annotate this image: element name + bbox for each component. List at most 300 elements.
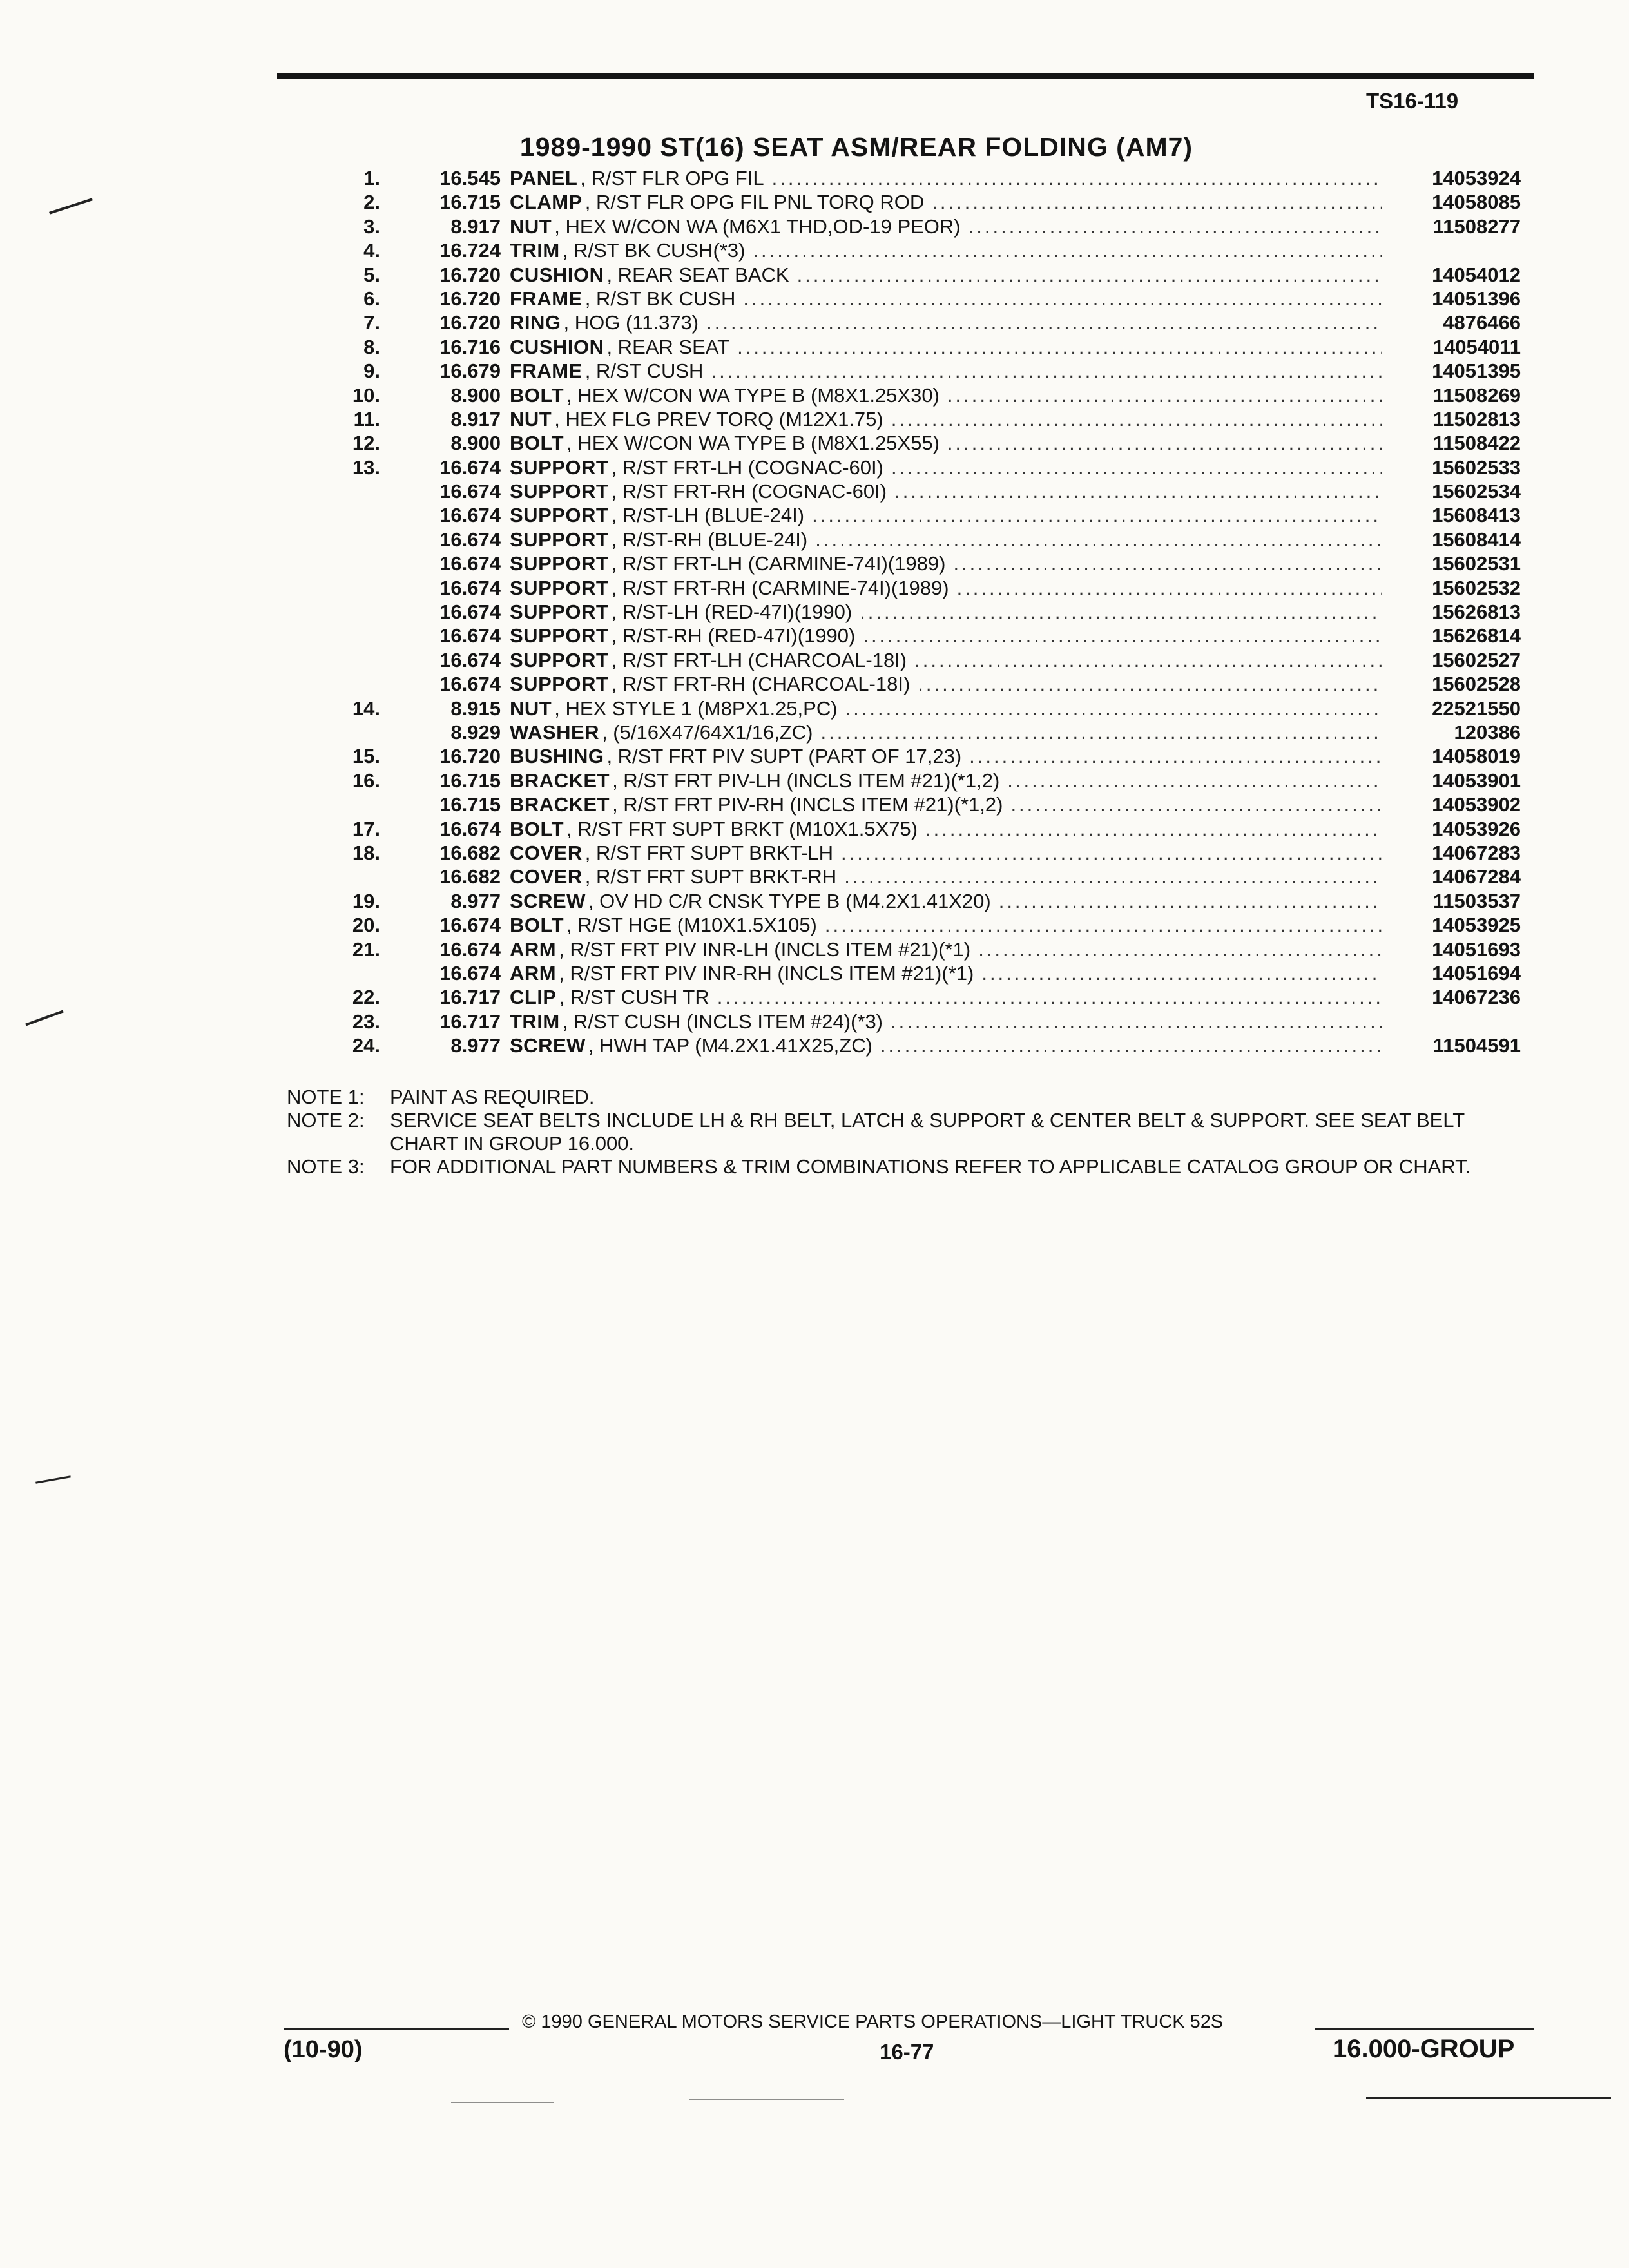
item-number: 17. <box>352 817 380 840</box>
part-description <box>510 889 1392 913</box>
part-spec: , R/ST-RH (RED-47I)(1990) <box>611 624 856 648</box>
part-number: 15602527 <box>1432 648 1521 671</box>
item-number: 5. <box>363 263 380 286</box>
part-row <box>309 720 1521 744</box>
part-spec: , R/ST CUSH TR <box>559 986 709 1009</box>
part-spec: , R/ST-LH (RED-47I)(1990) <box>611 601 853 624</box>
group-number: 16.674 <box>439 817 501 840</box>
part-spec: , R/ST FRT PIV INR-RH (INCLS ITEM #21)(*1) <box>559 961 974 985</box>
part-spec: , R/ST FRT SUPT BRKT-RH <box>584 865 837 889</box>
part-description <box>510 190 1392 214</box>
part-spec: , R/ST FRT-LH (COGNAC-60I) <box>611 456 883 479</box>
part-description <box>510 1010 1392 1033</box>
part-number: 14053901 <box>1432 769 1521 792</box>
parts-list <box>309 166 1521 1057</box>
part-noun: SUPPORT <box>510 480 609 503</box>
item-number: 10. <box>352 383 380 407</box>
part-spec: , HEX W/CON WA (M6X1 THD,OD-19 PEOR) <box>554 215 961 238</box>
part-number: 14051693 <box>1432 937 1521 961</box>
part-description <box>510 503 1392 527</box>
part-row <box>309 503 1521 527</box>
part-row <box>309 1033 1521 1057</box>
leader-dots <box>999 889 1382 913</box>
leader-dots <box>932 190 1382 214</box>
part-description <box>510 793 1392 816</box>
group-number: 16.674 <box>439 601 501 624</box>
part-number: 14053926 <box>1432 817 1521 840</box>
part-spec: , HEX W/CON WA TYPE B (M8X1.25X55) <box>566 432 940 455</box>
part-description <box>510 383 1392 407</box>
part-description <box>510 817 1392 841</box>
leader-dots <box>894 479 1382 503</box>
part-description <box>510 1033 1392 1057</box>
leader-dots <box>981 961 1382 985</box>
footer-rule-right <box>1315 2028 1534 2030</box>
leader-dots <box>737 335 1382 359</box>
part-row <box>309 166 1521 190</box>
part-row <box>309 238 1521 262</box>
part-row <box>309 841 1521 865</box>
leader-dots <box>947 383 1382 407</box>
part-number: 14051694 <box>1432 961 1521 985</box>
note-text: SERVICE SEAT BELTS INCLUDE LH & RH BELT, LATCH & SUPPORT & CENTER BELT & SUPPORT. SEE SEAT BELT CHART IN GROUP 16.000. <box>390 1109 1465 1155</box>
group-number: 16.674 <box>439 961 501 985</box>
group-number: 16.717 <box>439 986 501 1009</box>
part-description <box>510 961 1392 985</box>
note <box>287 1155 1524 1178</box>
part-spec: , R/ST FRT PIV INR-LH (INCLS ITEM #21)(*1) <box>559 937 971 961</box>
item-number: 2. <box>363 191 380 214</box>
part-number: 14067284 <box>1432 865 1521 889</box>
scan-mark <box>49 198 93 214</box>
group-number: 16.674 <box>439 504 501 527</box>
part-spec: , R/ST CUSH <box>584 360 704 383</box>
part-row <box>309 889 1521 913</box>
part-spec: , R/ST FRT SUPT BRKT-LH <box>584 841 834 864</box>
part-spec: , HEX W/CON WA TYPE B (M8X1.25X30) <box>566 383 940 407</box>
part-noun: COVER <box>510 865 583 889</box>
part-spec: , HEX FLG PREV TORQ (M12X1.75) <box>554 407 883 430</box>
scan-mark <box>1366 2097 1611 2099</box>
part-description <box>510 576 1392 600</box>
part-description <box>510 528 1392 552</box>
part-description <box>510 697 1392 720</box>
leader-dots <box>891 456 1382 479</box>
part-number: 14067236 <box>1432 986 1521 1009</box>
note-label: NOTE 3: <box>287 1155 365 1178</box>
part-row <box>309 528 1521 552</box>
leader-dots <box>925 817 1382 841</box>
part-description <box>510 672 1392 696</box>
part-spec: , R/ST-RH (BLUE-24I) <box>611 528 808 551</box>
part-description <box>510 865 1392 889</box>
item-number: 24. <box>352 1034 380 1057</box>
part-row <box>309 697 1521 720</box>
part-description <box>510 407 1392 431</box>
part-number: 14054011 <box>1432 335 1521 358</box>
part-spec: , R/ST FRT PIV-RH (INCLS ITEM #21)(*1,2) <box>612 793 1003 816</box>
part-noun: BRACKET <box>510 793 610 816</box>
leader-dots <box>717 985 1382 1009</box>
leader-dots <box>772 166 1382 190</box>
group-number: 8.929 <box>450 720 501 744</box>
part-description <box>510 552 1392 575</box>
part-row <box>309 744 1521 768</box>
part-row <box>309 456 1521 479</box>
part-row <box>309 672 1521 696</box>
part-description <box>510 263 1392 287</box>
part-spec: , R/ST FRT-LH (CARMINE-74I)(1989) <box>611 552 946 575</box>
item-number: 22. <box>352 986 380 1009</box>
item-number: 7. <box>363 311 380 334</box>
part-spec: , R/ST FRT-RH (CARMINE-74I)(1989) <box>611 576 949 599</box>
group-number: 8.900 <box>450 383 501 407</box>
part-row <box>309 479 1521 503</box>
part-description <box>510 769 1392 793</box>
part-row <box>309 1010 1521 1033</box>
part-spec: , (5/16X47/64X1/16,ZC) <box>602 720 813 744</box>
part-noun: NUT <box>510 215 552 238</box>
part-noun: FRAME <box>510 360 583 383</box>
part-row <box>309 793 1521 816</box>
group-number: 16.724 <box>439 239 501 262</box>
part-row <box>309 335 1521 359</box>
item-number: 9. <box>363 360 380 383</box>
part-noun: SUPPORT <box>510 552 609 575</box>
group-number: 16.720 <box>439 311 501 334</box>
top-rule <box>277 73 1534 79</box>
part-number: 11508422 <box>1432 432 1521 455</box>
part-number: 15608413 <box>1432 504 1521 527</box>
part-row <box>309 648 1521 672</box>
part-number: 4876466 <box>1443 311 1521 334</box>
scan-mark <box>689 2099 844 2100</box>
part-spec: , R/ST FRT PIV-LH (INCLS ITEM #21)(*1,2) <box>612 769 1000 792</box>
part-noun: COVER <box>510 841 583 864</box>
part-spec: , R/ST FRT-LH (CHARCOAL-18I) <box>611 648 907 671</box>
part-description <box>510 624 1392 648</box>
part-description <box>510 335 1392 359</box>
group-number: 8.915 <box>450 697 501 720</box>
leader-dots <box>753 238 1382 262</box>
item-number: 1. <box>363 167 380 189</box>
part-spec: , R/ST FRT-RH (CHARCOAL-18I) <box>611 673 911 696</box>
part-noun: TRIM <box>510 239 560 262</box>
group-number: 16.674 <box>439 648 501 671</box>
part-number: 11502813 <box>1432 407 1521 430</box>
item-number: 23. <box>352 1010 380 1033</box>
item-number: 3. <box>363 215 380 238</box>
group-number: 16.715 <box>439 191 501 214</box>
note <box>287 1109 1524 1155</box>
leader-dots <box>957 576 1382 600</box>
group-number: 8.917 <box>450 215 501 238</box>
date-code: (10-90) <box>284 2036 363 2063</box>
leader-dots <box>706 311 1382 334</box>
part-spec: , R/ST-LH (BLUE-24I) <box>611 504 805 527</box>
part-row <box>309 913 1521 937</box>
part-noun: CUSHION <box>510 335 604 358</box>
leader-dots <box>845 697 1382 720</box>
leader-dots <box>711 359 1382 383</box>
part-description <box>510 359 1392 383</box>
group-number: 16.720 <box>439 287 501 310</box>
part-noun: SUPPORT <box>510 456 609 479</box>
leader-dots <box>947 431 1382 455</box>
note-label: NOTE 1: <box>287 1086 365 1108</box>
group-number: 16.715 <box>439 769 501 792</box>
part-row <box>309 215 1521 238</box>
part-spec: , HEX STYLE 1 (M8PX1.25,PC) <box>554 697 838 720</box>
group-number: 16.674 <box>439 624 501 648</box>
page-number: 16-77 <box>880 2040 934 2064</box>
item-number: 14. <box>352 697 380 720</box>
group-number: 16.720 <box>439 263 501 286</box>
part-number: 15602534 <box>1432 480 1521 503</box>
leader-dots <box>914 648 1382 672</box>
part-noun: TRIM <box>510 1010 560 1033</box>
leader-dots <box>825 913 1382 937</box>
item-number: 16. <box>352 769 380 792</box>
part-row <box>309 359 1521 383</box>
part-noun: NUT <box>510 407 552 430</box>
part-row <box>309 985 1521 1009</box>
part-row <box>309 190 1521 214</box>
part-number: 15608414 <box>1432 528 1521 551</box>
part-spec: , OV HD C/R CNSK TYPE B (M4.2X1.41X20) <box>588 889 991 912</box>
group-number: 16.674 <box>439 914 501 937</box>
part-number: 14058019 <box>1432 745 1521 768</box>
leader-dots <box>969 744 1382 768</box>
note <box>287 1086 1524 1109</box>
part-spec: , HWH TAP (M4.2X1.41X25,ZC) <box>588 1034 872 1057</box>
item-number: 8. <box>363 335 380 358</box>
group-number: 16.674 <box>439 456 501 479</box>
part-number: 14053902 <box>1432 793 1521 816</box>
notes-section <box>287 1086 1524 1178</box>
part-spec: , R/ST FLR OPG FIL PNL TORQ ROD <box>584 191 925 214</box>
leader-dots <box>978 937 1382 961</box>
part-number: 15602533 <box>1432 456 1521 479</box>
part-spec: , REAR SEAT BACK <box>606 263 789 286</box>
part-row <box>309 937 1521 961</box>
item-number: 15. <box>352 745 380 768</box>
part-noun: SCREW <box>510 889 586 912</box>
part-description <box>510 166 1392 190</box>
group-number: 16.545 <box>439 167 501 189</box>
part-description <box>510 238 1392 262</box>
part-noun: BUSHING <box>510 745 604 768</box>
part-number: 11508277 <box>1432 215 1521 238</box>
group-number: 16.716 <box>439 335 501 358</box>
part-noun: NUT <box>510 697 552 720</box>
part-noun: PANEL <box>510 167 578 189</box>
part-number: 15626814 <box>1432 624 1521 648</box>
group-number: 16.674 <box>439 552 501 575</box>
leader-dots <box>969 215 1382 238</box>
item-number: 6. <box>363 287 380 310</box>
part-row <box>309 769 1521 793</box>
part-spec: , R/ST FLR OPG FIL <box>580 167 764 189</box>
group-number: 16.674 <box>439 576 501 599</box>
part-number: 14051395 <box>1432 360 1521 383</box>
part-noun: SUPPORT <box>510 528 609 551</box>
item-number: 18. <box>352 841 380 864</box>
part-description <box>510 985 1392 1009</box>
group-label: 16.000-GROUP <box>1333 2035 1515 2063</box>
part-noun: CLAMP <box>510 191 583 214</box>
leader-dots <box>821 720 1382 744</box>
part-number: 11504591 <box>1432 1034 1521 1057</box>
part-noun: CLIP <box>510 986 557 1009</box>
group-number: 16.674 <box>439 528 501 551</box>
part-spec: , R/ST CUSH (INCLS ITEM #24)(*3) <box>562 1010 883 1033</box>
footer-rule-left <box>284 2028 509 2030</box>
part-noun: SUPPORT <box>510 624 609 648</box>
leader-dots <box>863 624 1382 648</box>
part-description <box>510 720 1392 744</box>
part-spec: , R/ST BK CUSH <box>584 287 736 310</box>
group-number: 8.917 <box>450 407 501 430</box>
part-spec: , R/ST FRT PIV SUPT (PART OF 17,23) <box>606 745 962 768</box>
part-row <box>309 600 1521 624</box>
group-number: 16.674 <box>439 673 501 696</box>
part-noun: ARM <box>510 961 557 985</box>
part-number: 14058085 <box>1432 191 1521 214</box>
leader-dots <box>1007 769 1382 793</box>
part-number: 14053925 <box>1432 914 1521 937</box>
part-number: 11503537 <box>1432 889 1521 912</box>
part-number: 120386 <box>1454 720 1521 744</box>
group-number: 16.717 <box>439 1010 501 1033</box>
note-text: FOR ADDITIONAL PART NUMBERS & TRIM COMBINATIONS REFER TO APPLICABLE CATALOG GROUP OR CHART. <box>390 1155 1471 1178</box>
copyright: © 1990 GENERAL MOTORS SERVICE PARTS OPERATIONS—LIGHT TRUCK 52S <box>522 2012 1224 2032</box>
scan-mark <box>25 1010 64 1026</box>
leader-dots <box>880 1033 1382 1057</box>
part-noun: BOLT <box>510 817 564 840</box>
group-number: 16.674 <box>439 480 501 503</box>
part-row <box>309 407 1521 431</box>
note-label: NOTE 2: <box>287 1109 365 1131</box>
part-noun: BOLT <box>510 432 564 455</box>
part-row <box>309 383 1521 407</box>
part-description <box>510 287 1392 311</box>
leader-dots <box>918 672 1382 696</box>
part-number: 15602532 <box>1432 576 1521 599</box>
leader-dots <box>841 841 1382 865</box>
group-number: 16.674 <box>439 937 501 961</box>
group-number: 8.977 <box>450 1034 501 1057</box>
part-description <box>510 311 1392 334</box>
part-noun: BRACKET <box>510 769 610 792</box>
part-row <box>309 552 1521 575</box>
part-description <box>510 479 1392 503</box>
part-spec: , R/ST BK CUSH(*3) <box>562 239 746 262</box>
item-number: 4. <box>363 239 380 262</box>
part-description <box>510 456 1392 479</box>
part-description <box>510 841 1392 865</box>
part-row <box>309 624 1521 648</box>
group-number: 16.682 <box>439 865 501 889</box>
page-id: TS16-119 <box>1366 89 1459 113</box>
part-noun: ARM <box>510 937 557 961</box>
part-spec: , R/ST HGE (M10X1.5X105) <box>566 914 817 937</box>
part-spec: , HOG (11.373) <box>563 311 699 334</box>
item-number: 19. <box>352 889 380 912</box>
part-number: 22521550 <box>1432 697 1521 720</box>
part-noun: BOLT <box>510 383 564 407</box>
part-number: 15602531 <box>1432 552 1521 575</box>
part-description <box>510 431 1392 455</box>
group-number: 16.720 <box>439 745 501 768</box>
part-row <box>309 311 1521 334</box>
part-noun: BOLT <box>510 914 564 937</box>
part-number: 15626813 <box>1432 601 1521 624</box>
part-description <box>510 648 1392 672</box>
part-number: 15602528 <box>1432 673 1521 696</box>
part-description <box>510 600 1392 624</box>
scan-mark <box>451 2102 554 2103</box>
group-number: 8.977 <box>450 889 501 912</box>
part-number: 14051396 <box>1432 287 1521 310</box>
part-row <box>309 865 1521 889</box>
part-row <box>309 287 1521 311</box>
leader-dots <box>860 600 1382 624</box>
part-spec: , R/ST FRT-RH (COGNAC-60I) <box>611 480 887 503</box>
leader-dots <box>812 503 1382 527</box>
part-noun: WASHER <box>510 720 600 744</box>
leader-dots <box>891 1010 1382 1033</box>
group-number: 16.682 <box>439 841 501 864</box>
note-text: PAINT AS REQUIRED. <box>390 1086 595 1108</box>
part-spec: , REAR SEAT <box>606 335 730 358</box>
part-description <box>510 913 1392 937</box>
part-noun: SUPPORT <box>510 673 609 696</box>
item-number: 21. <box>352 937 380 961</box>
part-row <box>309 961 1521 985</box>
leader-dots <box>815 528 1382 552</box>
group-number: 16.679 <box>439 360 501 383</box>
part-row <box>309 576 1521 600</box>
part-number: 11508269 <box>1432 383 1521 407</box>
part-description <box>510 937 1392 961</box>
part-noun: SUPPORT <box>510 648 609 671</box>
leader-dots <box>891 407 1382 431</box>
part-noun: RING <box>510 311 561 334</box>
part-number: 14054012 <box>1432 263 1521 286</box>
part-noun: SUPPORT <box>510 576 609 599</box>
part-noun: CUSHION <box>510 263 604 286</box>
leader-dots <box>743 287 1382 311</box>
part-noun: SUPPORT <box>510 601 609 624</box>
group-number: 8.900 <box>450 432 501 455</box>
item-number: 20. <box>352 914 380 937</box>
part-description <box>510 744 1392 768</box>
part-row <box>309 263 1521 287</box>
item-number: 13. <box>352 456 380 479</box>
page-title: 1989-1990 ST(16) SEAT ASM/REAR FOLDING (AM7) <box>519 132 1193 162</box>
part-row <box>309 431 1521 455</box>
leader-dots <box>1010 793 1382 816</box>
scan-mark <box>35 1475 71 1484</box>
part-spec: , R/ST FRT SUPT BRKT (M10X1.5X75) <box>566 817 918 840</box>
item-number: 11. <box>353 407 380 430</box>
part-noun: SUPPORT <box>510 504 609 527</box>
part-noun: FRAME <box>510 287 583 310</box>
part-row <box>309 817 1521 841</box>
part-number: 14053924 <box>1432 167 1521 189</box>
leader-dots <box>953 552 1382 575</box>
